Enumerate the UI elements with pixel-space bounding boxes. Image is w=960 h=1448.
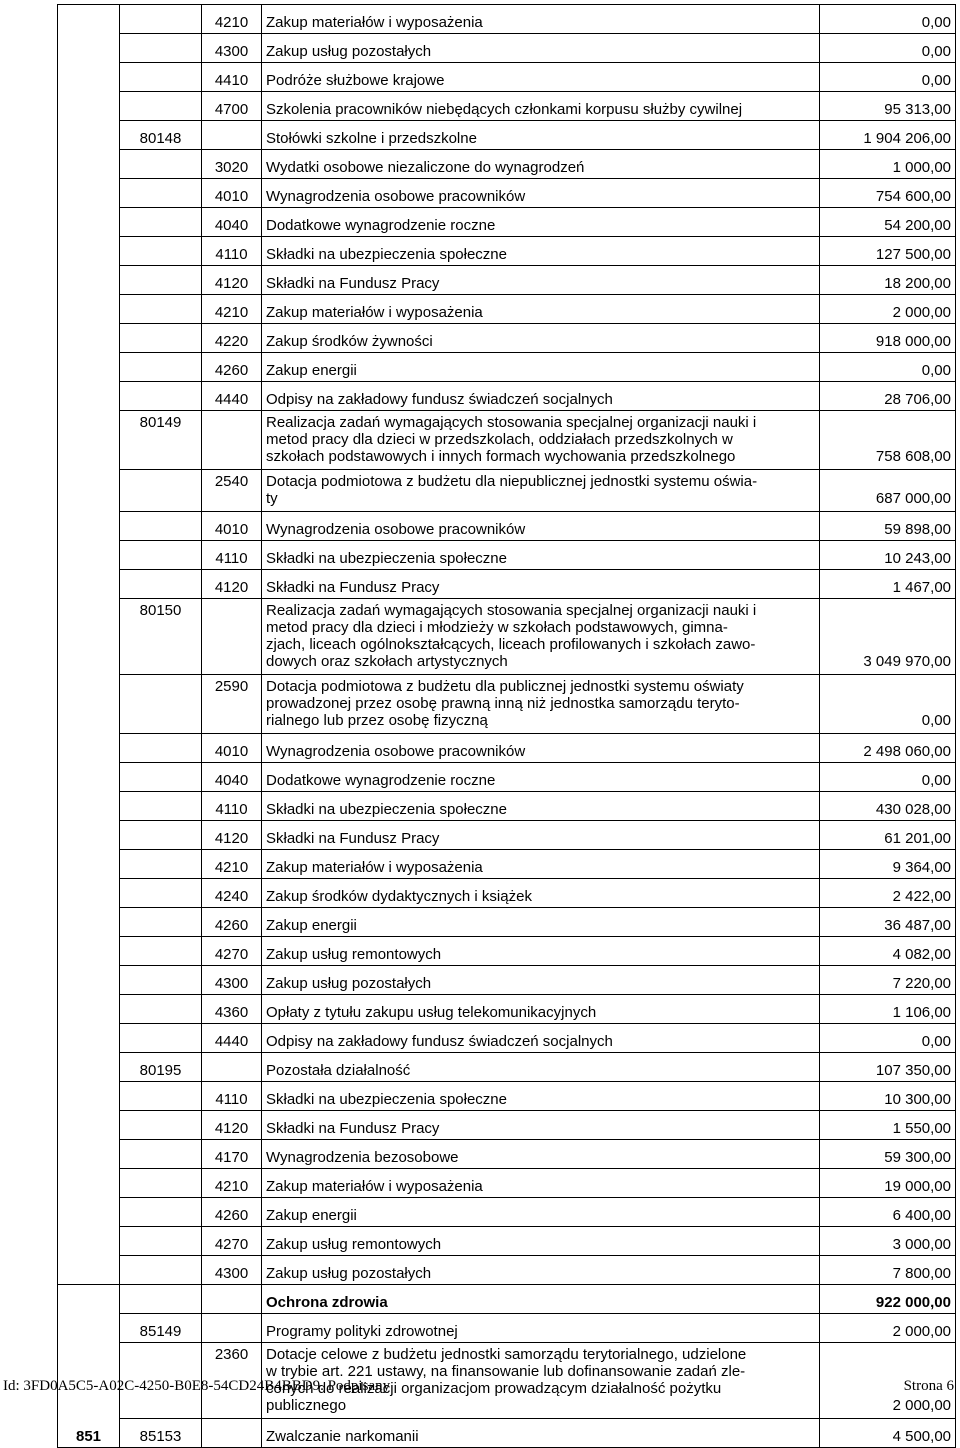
item-name-line: Odpisy na zakładowy fundusz świadczeń socjalnych — [266, 391, 613, 408]
item-name — [262, 1285, 820, 1314]
item-amount: 59 300,00 — [820, 1140, 956, 1169]
rozdzial-code — [120, 1140, 202, 1169]
item-amount: 1 550,00 — [820, 1111, 956, 1140]
rozdzial-code — [120, 150, 202, 179]
item-name-line: Składki na ubezpieczenia społeczne — [266, 1091, 507, 1108]
item-name — [262, 470, 820, 512]
rozdzial-code — [120, 237, 202, 266]
item-amount: 10 300,00 — [820, 1082, 956, 1111]
item-name-line: Zakup usług pozostałych — [266, 43, 432, 60]
item-name-line: Realizacja zadań wymagających stosowania specjalnej organizacji nauki i — [266, 414, 757, 431]
item-name — [262, 1140, 820, 1169]
item-name-line: metod pracy dla dzieci w przedszkolach, oddziałach przedszkolnych w — [266, 431, 733, 448]
paragraf-row — [58, 5, 956, 34]
rozdzial-code — [120, 5, 202, 34]
paragraf-row — [58, 734, 956, 763]
item-amount: 3 049 970,00 — [820, 599, 956, 675]
item-name — [262, 1314, 820, 1343]
item-amount: 6 400,00 — [820, 1198, 956, 1227]
item-amount: 2 000,00 — [820, 295, 956, 324]
item-name-line: Składki na Fundusz Pracy — [266, 1120, 440, 1137]
paragraf-code: 4120 — [202, 821, 262, 850]
paragraf-row — [58, 208, 956, 237]
item-name — [262, 1082, 820, 1111]
rozdzial-code — [120, 1256, 202, 1285]
item-name — [262, 382, 820, 411]
paragraf-code: 4440 — [202, 382, 262, 411]
rozdzial-code — [120, 541, 202, 570]
item-name — [262, 353, 820, 382]
paragraf-code: 2360 — [202, 1343, 262, 1419]
paragraf-row — [58, 63, 956, 92]
item-name — [262, 121, 820, 150]
rozdzial-code — [120, 821, 202, 850]
paragraf-code: 4210 — [202, 1169, 262, 1198]
item-name — [262, 295, 820, 324]
item-amount: 19 000,00 — [820, 1169, 956, 1198]
rozdzial-code — [120, 512, 202, 541]
rozdzial-code — [120, 763, 202, 792]
paragraf-code: 4300 — [202, 34, 262, 63]
paragraf-code: 4220 — [202, 324, 262, 353]
item-amount: 2 000,00 — [820, 1343, 956, 1419]
paragraf-row — [58, 353, 956, 382]
rozdzial-code — [120, 734, 202, 763]
rozdzial-code — [120, 208, 202, 237]
paragraf-row — [58, 570, 956, 599]
item-amount: 7 800,00 — [820, 1256, 956, 1285]
item-amount: 0,00 — [820, 353, 956, 382]
rozdzial-code — [120, 908, 202, 937]
paragraf-row — [58, 1024, 956, 1053]
item-amount: 127 500,00 — [820, 237, 956, 266]
item-name — [262, 34, 820, 63]
paragraf-code: 2590 — [202, 675, 262, 734]
item-name-line: Szkolenia pracowników niebędących członkami korpusu służby cywilnej — [266, 101, 743, 118]
item-name-line: Zakup energii — [266, 917, 357, 934]
paragraf-row — [58, 150, 956, 179]
rozdzial-code: 85149 — [120, 1314, 202, 1343]
item-name-line: Wynagrodzenia osobowe pracowników — [266, 188, 526, 205]
rozdzial-code: 85153 — [120, 1419, 202, 1448]
paragraf-code: 4300 — [202, 1256, 262, 1285]
item-amount: 1 106,00 — [820, 995, 956, 1024]
item-name-line: Wydatki osobowe niezaliczone do wynagrodzeń — [266, 159, 585, 176]
paragraf-row — [58, 470, 956, 512]
item-name — [262, 541, 820, 570]
item-name-line: Ochrona zdrowia — [266, 1294, 388, 1311]
paragraf-code: 4270 — [202, 1227, 262, 1256]
paragraf-code: 4010 — [202, 734, 262, 763]
item-name — [262, 763, 820, 792]
item-name — [262, 92, 820, 121]
paragraf-row — [58, 92, 956, 121]
rozdzial-code — [120, 850, 202, 879]
paragraf-code: 4260 — [202, 1198, 262, 1227]
item-name — [262, 879, 820, 908]
item-name — [262, 821, 820, 850]
paragraf-code — [202, 1419, 262, 1448]
item-name-line: Składki na Fundusz Pracy — [266, 830, 440, 847]
item-amount: 0,00 — [820, 34, 956, 63]
item-name — [262, 208, 820, 237]
item-name-line: Zakup materiałów i wyposażenia — [266, 14, 483, 31]
rozdzial-row — [58, 1419, 956, 1448]
paragraf-code — [202, 1053, 262, 1082]
rozdzial-code: 80195 — [120, 1053, 202, 1082]
item-name — [262, 1169, 820, 1198]
item-name-line: prowadzonej przez osobę prawną inną niż jednostka samorządu teryto- — [266, 695, 740, 712]
dzial-code: 851 — [58, 1285, 120, 1448]
paragraf-code: 4210 — [202, 850, 262, 879]
paragraf-code: 4010 — [202, 512, 262, 541]
item-amount: 10 243,00 — [820, 541, 956, 570]
paragraf-row — [58, 966, 956, 995]
paragraf-code: 4210 — [202, 5, 262, 34]
item-amount: 2 498 060,00 — [820, 734, 956, 763]
item-name-line: Wynagrodzenia osobowe pracowników — [266, 743, 526, 760]
paragraf-row — [58, 266, 956, 295]
item-name-line: Zakup materiałów i wyposażenia — [266, 304, 483, 321]
item-amount: 59 898,00 — [820, 512, 956, 541]
item-name-line: Wynagrodzenia bezosobowe — [266, 1149, 459, 1166]
item-amount: 107 350,00 — [820, 1053, 956, 1082]
item-amount: 28 706,00 — [820, 382, 956, 411]
rozdzial-code — [120, 295, 202, 324]
item-amount: 0,00 — [820, 63, 956, 92]
dzial-row — [58, 1285, 956, 1314]
paragraf-code — [202, 121, 262, 150]
rozdzial-code — [120, 470, 202, 512]
item-amount: 0,00 — [820, 763, 956, 792]
paragraf-code: 4410 — [202, 63, 262, 92]
item-amount: 36 487,00 — [820, 908, 956, 937]
paragraf-code: 4300 — [202, 966, 262, 995]
item-name — [262, 1053, 820, 1082]
item-name-line: Dotacja podmiotowa z budżetu dla publicznej jednostki systemu oświaty — [266, 678, 744, 695]
item-name — [262, 1024, 820, 1053]
item-amount: 754 600,00 — [820, 179, 956, 208]
paragraf-code: 4120 — [202, 266, 262, 295]
item-name-line: Zakup usług pozostałych — [266, 975, 432, 992]
rozdzial-code — [120, 382, 202, 411]
paragraf-row — [58, 1082, 956, 1111]
item-amount: 918 000,00 — [820, 324, 956, 353]
item-name-line: Składki na Fundusz Pracy — [266, 275, 440, 292]
item-name-line: Składki na ubezpieczenia społeczne — [266, 246, 507, 263]
item-name — [262, 5, 820, 34]
paragraf-code: 4170 — [202, 1140, 262, 1169]
item-name-line: Podróże służbowe krajowe — [266, 72, 445, 89]
item-name — [262, 63, 820, 92]
paragraf-code: 4240 — [202, 879, 262, 908]
item-name — [262, 570, 820, 599]
item-name-line: Składki na ubezpieczenia społeczne — [266, 801, 507, 818]
document-id: Id: 3FD0A5C5-A02C-4250-B0E8-54CD24B4BBD9. Podpisany — [3, 1378, 391, 1394]
paragraf-code — [202, 1285, 262, 1314]
paragraf-code: 4110 — [202, 237, 262, 266]
rozdzial-row — [58, 121, 956, 150]
item-name-line: Dodatkowe wynagrodzenie roczne — [266, 217, 496, 234]
item-name — [262, 1419, 820, 1448]
rozdzial-code — [120, 179, 202, 208]
item-name-line: Zakup usług pozostałych — [266, 1265, 432, 1282]
item-name — [262, 237, 820, 266]
paragraf-code: 4110 — [202, 792, 262, 821]
item-amount: 95 313,00 — [820, 92, 956, 121]
item-name — [262, 1227, 820, 1256]
rozdzial-code — [120, 1111, 202, 1140]
item-amount: 687 000,00 — [820, 470, 956, 512]
item-name-line: publicznego — [266, 1397, 347, 1414]
item-name-line: Realizacja zadań wymagających stosowania specjalnej organizacji nauki i — [266, 602, 757, 619]
page-footer — [0, 1376, 960, 1396]
rozdzial-code — [120, 570, 202, 599]
item-name — [262, 1111, 820, 1140]
item-amount: 2 422,00 — [820, 879, 956, 908]
paragraf-row — [58, 1111, 956, 1140]
item-name-line: Zakup usług remontowych — [266, 1236, 442, 1253]
paragraf-code — [202, 599, 262, 675]
item-amount: 3 000,00 — [820, 1227, 956, 1256]
item-name-line: Pozostała działalność — [266, 1062, 411, 1079]
item-name-line: zjach, liceach ogólnokształcących, liceach profilowanych i szkołach zawo- — [266, 636, 756, 653]
rozdzial-row — [58, 411, 956, 470]
paragraf-code: 4210 — [202, 295, 262, 324]
item-name — [262, 411, 820, 470]
item-name — [262, 512, 820, 541]
rozdzial-code — [120, 1198, 202, 1227]
item-name-line: Zakup środków dydaktycznych i książek — [266, 888, 532, 905]
item-name-line: rialnego lub przez osobę fizyczną — [266, 712, 488, 729]
item-amount: 922 000,00 — [820, 1285, 956, 1314]
rozdzial-code: 80149 — [120, 411, 202, 470]
paragraf-code: 4120 — [202, 1111, 262, 1140]
rozdzial-code — [120, 353, 202, 382]
item-name — [262, 908, 820, 937]
rozdzial-code — [120, 1285, 202, 1314]
item-name-line: Zakup materiałów i wyposażenia — [266, 859, 483, 876]
paragraf-row — [58, 1256, 956, 1285]
paragraf-row — [58, 237, 956, 266]
item-name — [262, 599, 820, 675]
item-name — [262, 995, 820, 1024]
rozdzial-code — [120, 324, 202, 353]
item-name-line: w trybie art. 221 ustawy, na finansowanie lub dofinansowanie zadań zle- — [266, 1363, 746, 1380]
item-name — [262, 1256, 820, 1285]
item-name — [262, 850, 820, 879]
paragraf-row — [58, 821, 956, 850]
paragraf-row — [58, 34, 956, 63]
budget-expenditure-table — [57, 4, 956, 1448]
item-amount: 54 200,00 — [820, 208, 956, 237]
rozdzial-code: 80150 — [120, 599, 202, 675]
item-amount: 1 467,00 — [820, 570, 956, 599]
item-amount: 4 082,00 — [820, 937, 956, 966]
paragraf-row — [58, 879, 956, 908]
paragraf-code: 4440 — [202, 1024, 262, 1053]
item-name — [262, 937, 820, 966]
item-name-line: metod pracy dla dzieci i młodzieży w szkołach podstawowych, gimna- — [266, 619, 728, 636]
item-name-line: Zakup środków żywności — [266, 333, 433, 350]
item-name — [262, 324, 820, 353]
rozdzial-code: 80148 — [120, 121, 202, 150]
paragraf-row — [58, 1169, 956, 1198]
page-number: Strona 6 — [903, 1378, 954, 1394]
item-amount: 1 904 206,00 — [820, 121, 956, 150]
item-name — [262, 1198, 820, 1227]
item-name-line: Zwalczanie narkomanii — [266, 1428, 419, 1445]
item-amount: 0,00 — [820, 1024, 956, 1053]
item-name — [262, 966, 820, 995]
budget-table-body — [58, 5, 956, 1448]
rozdzial-code — [120, 1227, 202, 1256]
item-amount: 2 000,00 — [820, 1314, 956, 1343]
paragraf-row — [58, 541, 956, 570]
paragraf-row — [58, 1227, 956, 1256]
paragraf-code — [202, 411, 262, 470]
paragraf-row — [58, 1198, 956, 1227]
item-name-line: Dotacje celowe z budżetu jednostki samorządu terytorialnego, udzielone — [266, 1346, 747, 1363]
paragraf-row — [58, 295, 956, 324]
paragraf-code: 4270 — [202, 937, 262, 966]
item-name — [262, 792, 820, 821]
item-name-line: conych do realizacji organizacjom prowadzącym działalność pożytku — [266, 1380, 722, 1397]
item-name-line: Składki na Fundusz Pracy — [266, 579, 440, 596]
item-amount: 9 364,00 — [820, 850, 956, 879]
paragraf-row — [58, 675, 956, 734]
rozdzial-code — [120, 1024, 202, 1053]
paragraf-code: 4260 — [202, 353, 262, 382]
paragraf-code: 4700 — [202, 92, 262, 121]
paragraf-code: 4260 — [202, 908, 262, 937]
item-name-line: Zakup usług remontowych — [266, 946, 442, 963]
item-name — [262, 675, 820, 734]
rozdzial-row — [58, 599, 956, 675]
paragraf-row — [58, 937, 956, 966]
paragraf-row — [58, 382, 956, 411]
item-name-line: Zakup energii — [266, 1207, 357, 1224]
paragraf-code: 4120 — [202, 570, 262, 599]
rozdzial-code — [120, 675, 202, 734]
paragraf-code: 4010 — [202, 179, 262, 208]
item-name-line: Opłaty z tytułu zakupu usług telekomunikacyjnych — [266, 1004, 597, 1021]
paragraf-code: 4110 — [202, 1082, 262, 1111]
item-amount: 758 608,00 — [820, 411, 956, 470]
item-amount: 430 028,00 — [820, 792, 956, 821]
paragraf-code: 2540 — [202, 470, 262, 512]
paragraf-row — [58, 1140, 956, 1169]
item-name-line: Wynagrodzenia osobowe pracowników — [266, 521, 526, 538]
item-name-line: dowych oraz szkołach artystycznych — [266, 653, 508, 670]
item-amount: 4 500,00 — [820, 1419, 956, 1448]
rozdzial-code — [120, 1169, 202, 1198]
item-name-line: Programy polityki zdrowotnej — [266, 1323, 458, 1340]
item-amount: 0,00 — [820, 675, 956, 734]
paragraf-code: 4360 — [202, 995, 262, 1024]
paragraf-row — [58, 908, 956, 937]
paragraf-row — [58, 995, 956, 1024]
rozdzial-code — [120, 995, 202, 1024]
paragraf-row — [58, 512, 956, 541]
rozdzial-code — [120, 879, 202, 908]
item-name-line: Dotacja podmiotowa z budżetu dla niepublicznej jednostki systemu oświa- — [266, 473, 758, 490]
item-name — [262, 179, 820, 208]
rozdzial-row — [58, 1053, 956, 1082]
paragraf-code: 4040 — [202, 208, 262, 237]
paragraf-code: 4040 — [202, 763, 262, 792]
rozdzial-code — [120, 966, 202, 995]
item-amount: 0,00 — [820, 5, 956, 34]
dzial-code — [58, 5, 120, 1285]
paragraf-code — [202, 1314, 262, 1343]
rozdzial-code — [120, 63, 202, 92]
paragraf-code: 4110 — [202, 541, 262, 570]
item-amount: 1 000,00 — [820, 150, 956, 179]
item-name-line: szkołach podstawowych i innych formach wychowania przedszkolnego — [266, 448, 736, 465]
rozdzial-code — [120, 34, 202, 63]
item-name — [262, 266, 820, 295]
item-name-line: Zakup energii — [266, 362, 357, 379]
item-name-line: Składki na ubezpieczenia społeczne — [266, 550, 507, 567]
rozdzial-code — [120, 937, 202, 966]
paragraf-row — [58, 179, 956, 208]
item-name-line: Zakup materiałów i wyposażenia — [266, 1178, 483, 1195]
rozdzial-row — [58, 1314, 956, 1343]
rozdzial-code — [120, 266, 202, 295]
rozdzial-code — [120, 792, 202, 821]
rozdzial-code — [120, 1082, 202, 1111]
item-name — [262, 734, 820, 763]
paragraf-code: 3020 — [202, 150, 262, 179]
paragraf-row — [58, 763, 956, 792]
paragraf-row — [58, 324, 956, 353]
item-name-line: Stołówki szkolne i przedszkolne — [266, 130, 477, 147]
item-name-line: Odpisy na zakładowy fundusz świadczeń socjalnych — [266, 1033, 613, 1050]
rozdzial-code — [120, 92, 202, 121]
paragraf-row — [58, 792, 956, 821]
item-name-line: Dodatkowe wynagrodzenie roczne — [266, 772, 496, 789]
item-amount: 61 201,00 — [820, 821, 956, 850]
item-amount: 18 200,00 — [820, 266, 956, 295]
paragraf-row — [58, 850, 956, 879]
item-name-line: ty — [266, 490, 278, 507]
item-amount: 7 220,00 — [820, 966, 956, 995]
item-name — [262, 150, 820, 179]
